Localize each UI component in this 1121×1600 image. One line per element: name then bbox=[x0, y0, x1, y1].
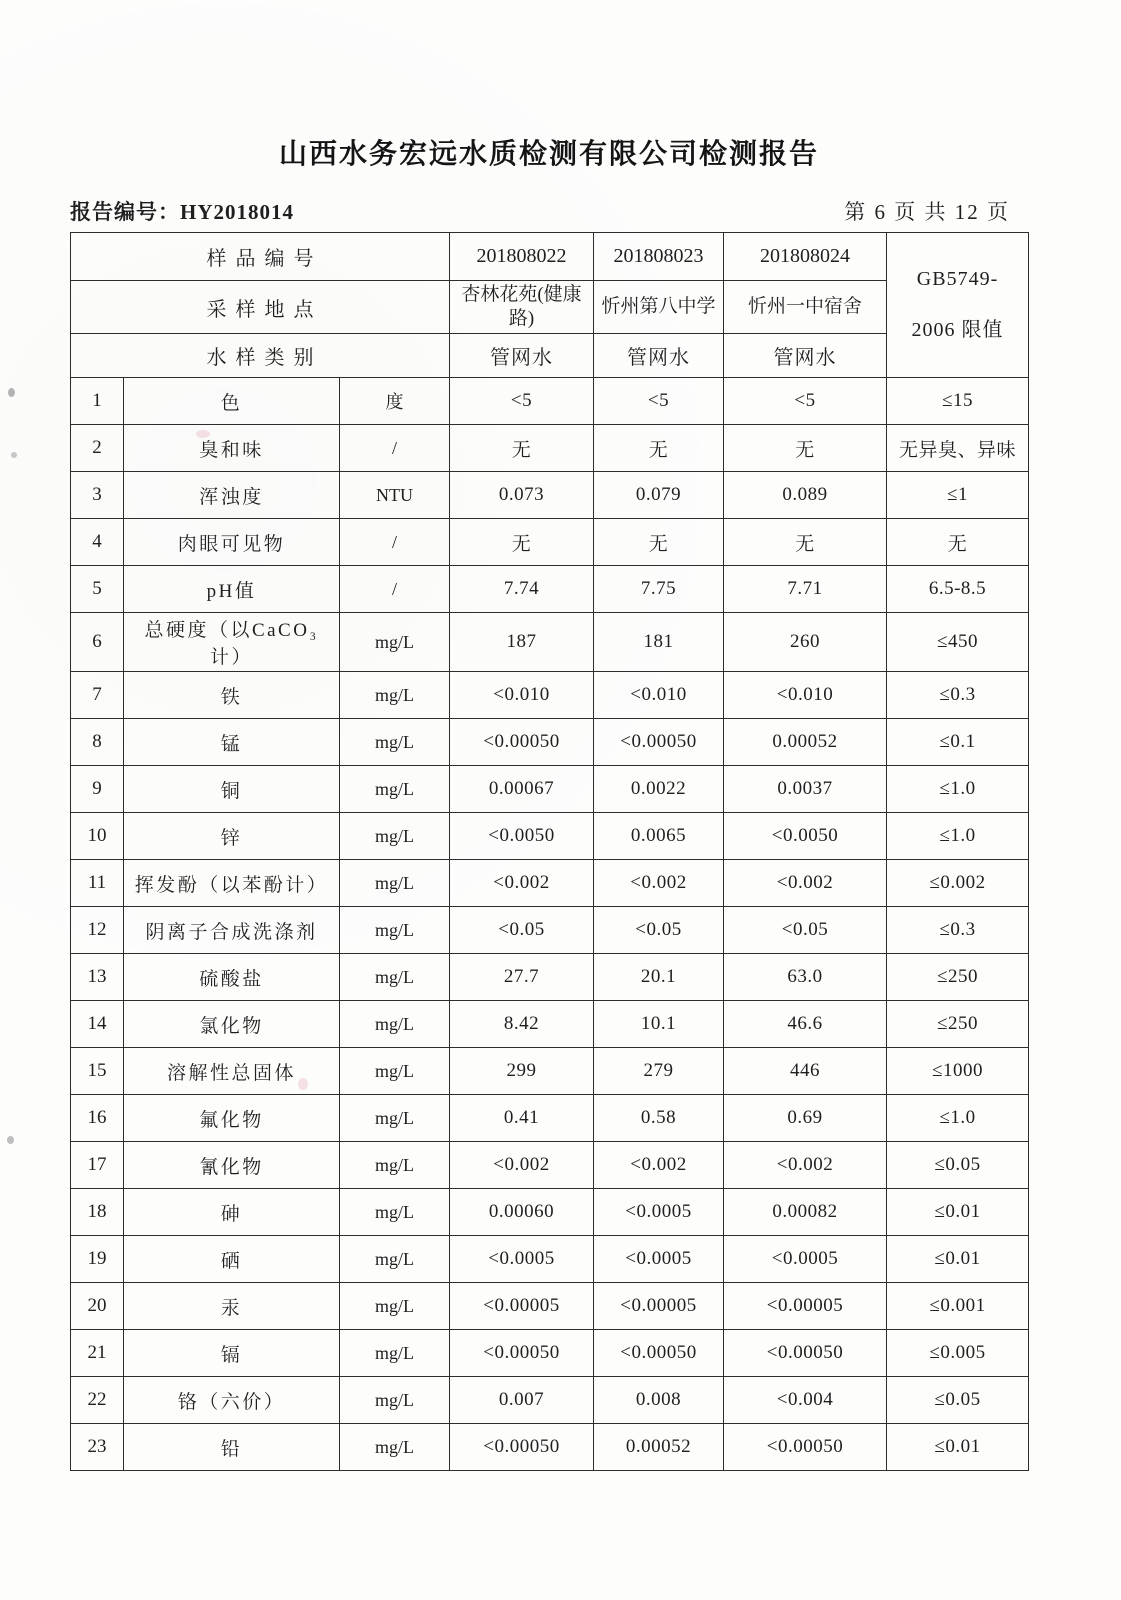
value-sample-3: <0.0050 bbox=[724, 813, 887, 860]
parameter-name: 锰 bbox=[124, 719, 340, 766]
table-row bbox=[71, 519, 1029, 566]
value-sample-1: <0.0005 bbox=[450, 1236, 594, 1283]
row-number: 17 bbox=[71, 1142, 124, 1189]
value-sample-3: 0.0037 bbox=[724, 766, 887, 813]
row-number: 12 bbox=[71, 907, 124, 954]
limit-value: 无异臭、异味 bbox=[887, 425, 1029, 472]
table-row bbox=[71, 1095, 1029, 1142]
limit-value: ≤0.01 bbox=[887, 1424, 1029, 1471]
parameter-name: 砷 bbox=[124, 1189, 340, 1236]
location-2: 忻州第八中学 bbox=[594, 281, 724, 334]
value-sample-1: 187 bbox=[450, 613, 594, 672]
value-sample-1: 7.74 bbox=[450, 566, 594, 613]
unit: mg/L bbox=[340, 1142, 450, 1189]
row-number: 3 bbox=[71, 472, 124, 519]
table-row bbox=[71, 907, 1029, 954]
row-number: 13 bbox=[71, 954, 124, 1001]
value-sample-2: <0.00050 bbox=[594, 719, 724, 766]
value-sample-2: 无 bbox=[594, 425, 724, 472]
row-number: 6 bbox=[71, 613, 124, 672]
unit: mg/L bbox=[340, 1330, 450, 1377]
unit: mg/L bbox=[340, 1001, 450, 1048]
header-row-sample-no bbox=[71, 233, 1029, 281]
parameter-name: 溶解性总固体 bbox=[124, 1048, 340, 1095]
value-sample-3: 0.69 bbox=[724, 1095, 887, 1142]
value-sample-1: 8.42 bbox=[450, 1001, 594, 1048]
water-type-label: 水样类别 bbox=[71, 334, 450, 378]
limit-value: ≤1 bbox=[887, 472, 1029, 519]
limit-value: ≤0.3 bbox=[887, 672, 1029, 719]
value-sample-3: <5 bbox=[724, 378, 887, 425]
unit: mg/L bbox=[340, 1424, 450, 1471]
value-sample-1: <0.00050 bbox=[450, 1424, 594, 1471]
value-sample-1: 0.007 bbox=[450, 1377, 594, 1424]
parameter-name: 肉眼可见物 bbox=[124, 519, 340, 566]
parameter-name: 色 bbox=[124, 378, 340, 425]
report-number: 报告编号：HY2018014 bbox=[70, 200, 294, 224]
value-sample-1: 0.41 bbox=[450, 1095, 594, 1142]
parameter-name: 铬（六价） bbox=[124, 1377, 340, 1424]
value-sample-1: <5 bbox=[450, 378, 594, 425]
table-row bbox=[71, 1142, 1029, 1189]
row-number: 11 bbox=[71, 860, 124, 907]
limit-value: ≤0.3 bbox=[887, 907, 1029, 954]
parameter-name: 铜 bbox=[124, 766, 340, 813]
sample-no-2: 201808023 bbox=[594, 233, 724, 281]
row-number: 19 bbox=[71, 1236, 124, 1283]
value-sample-3: 260 bbox=[724, 613, 887, 672]
unit: mg/L bbox=[340, 1236, 450, 1283]
table-row bbox=[71, 378, 1029, 425]
table-row bbox=[71, 860, 1029, 907]
unit: mg/L bbox=[340, 860, 450, 907]
value-sample-1: 无 bbox=[450, 519, 594, 566]
value-sample-3: 46.6 bbox=[724, 1001, 887, 1048]
value-sample-2: 0.0022 bbox=[594, 766, 724, 813]
parameter-name: pH值 bbox=[124, 566, 340, 613]
value-sample-3: 0.00082 bbox=[724, 1189, 887, 1236]
limit-value: 6.5-8.5 bbox=[887, 566, 1029, 613]
value-sample-2: <0.010 bbox=[594, 672, 724, 719]
table-row bbox=[71, 566, 1029, 613]
limit-value: ≤1.0 bbox=[887, 1095, 1029, 1142]
header-row-location bbox=[71, 281, 1029, 334]
value-sample-3: 0.00052 bbox=[724, 719, 887, 766]
limit-value: ≤0.005 bbox=[887, 1330, 1029, 1377]
limit-value: ≤250 bbox=[887, 954, 1029, 1001]
row-number: 20 bbox=[71, 1283, 124, 1330]
page-indicator: 第 6 页 共 12 页 bbox=[844, 200, 1010, 224]
value-sample-1: <0.00050 bbox=[450, 719, 594, 766]
value-sample-3: <0.002 bbox=[724, 1142, 887, 1189]
location-label: 采样地点 bbox=[71, 281, 450, 334]
parameter-name: 铅 bbox=[124, 1424, 340, 1471]
value-sample-3: 7.71 bbox=[724, 566, 887, 613]
limit-value: ≤250 bbox=[887, 1001, 1029, 1048]
limit-value: ≤0.002 bbox=[887, 860, 1029, 907]
parameter-name: 硫酸盐 bbox=[124, 954, 340, 1001]
table-row bbox=[71, 472, 1029, 519]
table-row bbox=[71, 813, 1029, 860]
value-sample-2: <0.00005 bbox=[594, 1283, 724, 1330]
row-number: 1 bbox=[71, 378, 124, 425]
unit: mg/L bbox=[340, 907, 450, 954]
unit: mg/L bbox=[340, 1095, 450, 1142]
unit: mg/L bbox=[340, 719, 450, 766]
value-sample-3: 446 bbox=[724, 1048, 887, 1095]
row-number: 23 bbox=[71, 1424, 124, 1471]
parameter-name: 挥发酚（以苯酚计） bbox=[124, 860, 340, 907]
table-row bbox=[71, 613, 1029, 672]
location-3: 忻州一中宿舍 bbox=[724, 281, 887, 334]
value-sample-3: <0.002 bbox=[724, 860, 887, 907]
unit: mg/L bbox=[340, 1048, 450, 1095]
value-sample-1: 299 bbox=[450, 1048, 594, 1095]
value-sample-2: 0.00052 bbox=[594, 1424, 724, 1471]
value-sample-2: 0.079 bbox=[594, 472, 724, 519]
unit: mg/L bbox=[340, 1189, 450, 1236]
value-sample-1: <0.00005 bbox=[450, 1283, 594, 1330]
table-row bbox=[71, 766, 1029, 813]
value-sample-1: 0.00060 bbox=[450, 1189, 594, 1236]
unit: mg/L bbox=[340, 954, 450, 1001]
scan-speck bbox=[7, 1136, 14, 1144]
value-sample-2: 0.58 bbox=[594, 1095, 724, 1142]
value-sample-3: 无 bbox=[724, 425, 887, 472]
table-row bbox=[71, 719, 1029, 766]
value-sample-2: <0.05 bbox=[594, 907, 724, 954]
water-type-3: 管网水 bbox=[724, 334, 887, 378]
value-sample-1: 无 bbox=[450, 425, 594, 472]
row-number: 14 bbox=[71, 1001, 124, 1048]
value-sample-3: <0.00005 bbox=[724, 1283, 887, 1330]
limit-standard-line1: GB5749- bbox=[916, 268, 999, 290]
value-sample-2: 20.1 bbox=[594, 954, 724, 1001]
row-number: 18 bbox=[71, 1189, 124, 1236]
parameter-name: 氰化物 bbox=[124, 1142, 340, 1189]
value-sample-1: <0.002 bbox=[450, 860, 594, 907]
limit-value: ≤0.001 bbox=[887, 1283, 1029, 1330]
value-sample-3: 无 bbox=[724, 519, 887, 566]
table-row bbox=[71, 1377, 1029, 1424]
limit-value: ≤1000 bbox=[887, 1048, 1029, 1095]
value-sample-2: <0.002 bbox=[594, 860, 724, 907]
value-sample-2: <5 bbox=[594, 378, 724, 425]
scan-speck bbox=[11, 452, 17, 458]
unit: mg/L bbox=[340, 1283, 450, 1330]
parameter-name: 浑浊度 bbox=[124, 472, 340, 519]
limit-value: ≤0.01 bbox=[887, 1236, 1029, 1283]
unit: / bbox=[340, 425, 450, 472]
water-type-1: 管网水 bbox=[450, 334, 594, 378]
value-sample-2: 181 bbox=[594, 613, 724, 672]
meta-row bbox=[70, 196, 1028, 226]
parameter-name: 氟化物 bbox=[124, 1095, 340, 1142]
parameter-name: 氯化物 bbox=[124, 1001, 340, 1048]
limit-value: ≤0.05 bbox=[887, 1377, 1029, 1424]
row-number: 21 bbox=[71, 1330, 124, 1377]
unit: mg/L bbox=[340, 766, 450, 813]
water-quality-table bbox=[70, 232, 1029, 1471]
parameter-name: 臭和味 bbox=[124, 425, 340, 472]
row-number: 10 bbox=[71, 813, 124, 860]
row-number: 16 bbox=[71, 1095, 124, 1142]
value-sample-3: <0.05 bbox=[724, 907, 887, 954]
parameter-name: 总硬度（以CaCO₃计） bbox=[124, 613, 340, 672]
limit-value: ≤1.0 bbox=[887, 766, 1029, 813]
parameter-name: 铁 bbox=[124, 672, 340, 719]
table-row bbox=[71, 672, 1029, 719]
limit-value: ≤0.01 bbox=[887, 1189, 1029, 1236]
unit: mg/L bbox=[340, 613, 450, 672]
limit-value: ≤15 bbox=[887, 378, 1029, 425]
row-number: 8 bbox=[71, 719, 124, 766]
sample-no-3: 201808024 bbox=[724, 233, 887, 281]
limit-standard-line2: 2006 限值 bbox=[911, 319, 1004, 341]
value-sample-3: <0.00050 bbox=[724, 1424, 887, 1471]
limit-value: ≤0.1 bbox=[887, 719, 1029, 766]
table-row bbox=[71, 425, 1029, 472]
value-sample-3: <0.0005 bbox=[724, 1236, 887, 1283]
table-row bbox=[71, 1236, 1029, 1283]
limit-value: ≤1.0 bbox=[887, 813, 1029, 860]
location-1: 杏林花苑(健康路) bbox=[450, 281, 594, 334]
value-sample-2: 0.0065 bbox=[594, 813, 724, 860]
table-row bbox=[71, 1330, 1029, 1377]
value-sample-2: 0.008 bbox=[594, 1377, 724, 1424]
unit: / bbox=[340, 519, 450, 566]
unit: mg/L bbox=[340, 672, 450, 719]
sample-no-label: 样品编号 bbox=[71, 233, 450, 281]
unit: mg/L bbox=[340, 1377, 450, 1424]
parameter-name: 硒 bbox=[124, 1236, 340, 1283]
row-number: 7 bbox=[71, 672, 124, 719]
value-sample-1: <0.00050 bbox=[450, 1330, 594, 1377]
value-sample-2: 10.1 bbox=[594, 1001, 724, 1048]
row-number: 4 bbox=[71, 519, 124, 566]
unit: NTU bbox=[340, 472, 450, 519]
value-sample-1: <0.0050 bbox=[450, 813, 594, 860]
parameter-name: 锌 bbox=[124, 813, 340, 860]
parameter-name: 汞 bbox=[124, 1283, 340, 1330]
value-sample-3: 0.089 bbox=[724, 472, 887, 519]
unit: 度 bbox=[340, 378, 450, 425]
row-number: 15 bbox=[71, 1048, 124, 1095]
table-row bbox=[71, 954, 1029, 1001]
value-sample-1: <0.002 bbox=[450, 1142, 594, 1189]
table-row bbox=[71, 1283, 1029, 1330]
parameter-name: 阴离子合成洗涤剂 bbox=[124, 907, 340, 954]
table-row bbox=[71, 1424, 1029, 1471]
value-sample-3: <0.00050 bbox=[724, 1330, 887, 1377]
row-number: 22 bbox=[71, 1377, 124, 1424]
limit-value: ≤450 bbox=[887, 613, 1029, 672]
unit: mg/L bbox=[340, 813, 450, 860]
value-sample-2: 无 bbox=[594, 519, 724, 566]
document-title: 山西水务宏远水质检测有限公司检测报告 bbox=[278, 138, 819, 169]
table-row bbox=[71, 1048, 1029, 1095]
value-sample-2: <0.0005 bbox=[594, 1189, 724, 1236]
value-sample-1: <0.010 bbox=[450, 672, 594, 719]
table-row bbox=[71, 1001, 1029, 1048]
value-sample-2: 279 bbox=[594, 1048, 724, 1095]
value-sample-2: <0.00050 bbox=[594, 1330, 724, 1377]
value-sample-1: 0.00067 bbox=[450, 766, 594, 813]
value-sample-3: 63.0 bbox=[724, 954, 887, 1001]
value-sample-2: <0.002 bbox=[594, 1142, 724, 1189]
header-row-water-type bbox=[71, 334, 1029, 378]
value-sample-3: <0.004 bbox=[724, 1377, 887, 1424]
row-number: 5 bbox=[71, 566, 124, 613]
value-sample-2: <0.0005 bbox=[594, 1236, 724, 1283]
sample-no-1: 201808022 bbox=[450, 233, 594, 281]
table-row bbox=[71, 1189, 1029, 1236]
row-number: 9 bbox=[71, 766, 124, 813]
value-sample-2: 7.75 bbox=[594, 566, 724, 613]
water-type-2: 管网水 bbox=[594, 334, 724, 378]
scan-speck bbox=[8, 388, 15, 397]
limit-value: 无 bbox=[887, 519, 1029, 566]
value-sample-1: 27.7 bbox=[450, 954, 594, 1001]
value-sample-1: <0.05 bbox=[450, 907, 594, 954]
value-sample-1: 0.073 bbox=[450, 472, 594, 519]
limit-value: ≤0.05 bbox=[887, 1142, 1029, 1189]
limit-standard-header bbox=[887, 233, 1029, 378]
value-sample-3: <0.010 bbox=[724, 672, 887, 719]
parameter-name: 镉 bbox=[124, 1330, 340, 1377]
results-tbody bbox=[71, 378, 1029, 1471]
unit: / bbox=[340, 566, 450, 613]
row-number: 2 bbox=[71, 425, 124, 472]
